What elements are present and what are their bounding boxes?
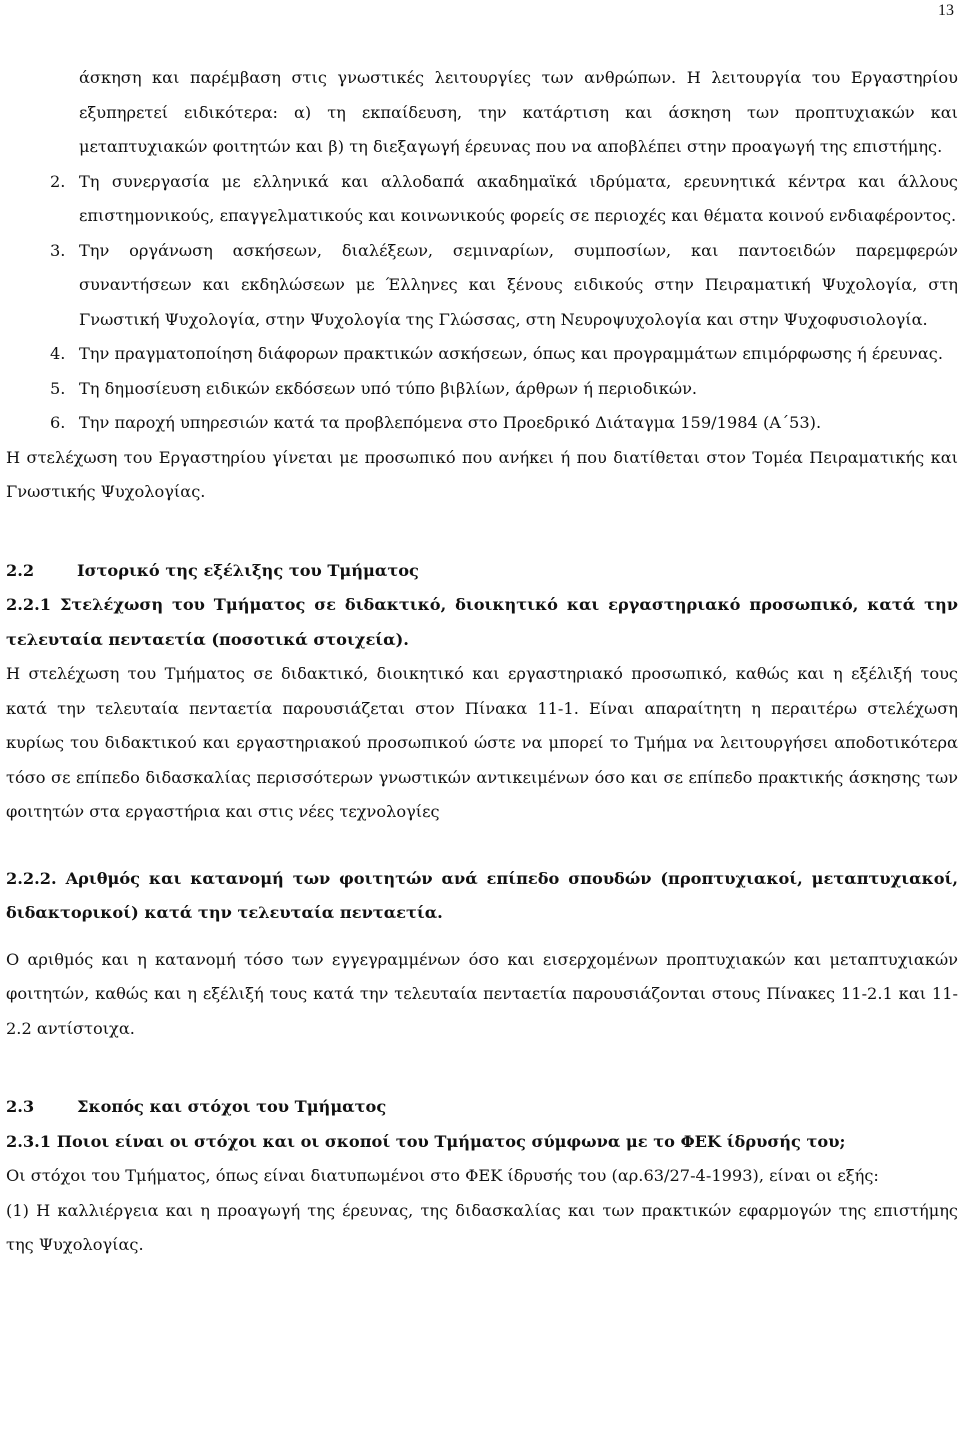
list-item (50, 337, 958, 372)
list-item-text: Την πραγματοποίηση διάφορων πρακτικών ασκήσεων, όπως και προγραμμάτων επιμόρφωσης ή έρευνας. (79, 344, 943, 363)
subsection-body-2-3-1: Οι στόχοι του Τμήματος, όπως είναι διατυπωμένοι στο ΦΕΚ ίδρυσής του (αρ.63/27-4-1993), είναι οι εξής: (6, 1166, 879, 1185)
subsection-body-2-2-1: Η στελέχωση του Τμήματος σε διδακτικό, διοικητικό και εργαστηριακό προσωπικό, καθώς και η εξέλιξή τους κατά την τελευταία πενταετία παρουσιάζεται στον Πίνακα 11-1. Είναι απαραίτητη η περαιτέρω στελέχωση κυρίως του διδακτικού και εργαστηριακού προσωπικού ώστε να μπορεί το Τμήμα να λειτουργήσει αποδοτικότερα τόσο σε επίπεδο διδασκαλίας περισσότερων γνωστικών αντικειμένων όσο και σε επίπεδο πρακτικής άσκησης των φοιτητών στα εργαστήρια και στις νέες τεχνολογίες (6, 664, 958, 821)
list-item-number: 3. (50, 240, 66, 260)
list-item-number: 4. (50, 344, 66, 363)
subsection-body-2-3-1-item: (1) Η καλλιέργεια και η προαγωγή της έρευνας, της διδασκαλίας και των πρακτικών εφαρμογών της επιστήμης της Ψυχολογίας. (6, 1200, 958, 1254)
subsection-heading-2-3-1: 2.3.1 Ποιοι είναι οι στόχοι και οι σκοποί του Τμήματος σύμφωνα με το ΦΕΚ ίδρυσής του; (6, 1131, 846, 1151)
list-item (50, 372, 958, 407)
section-heading-2-3 (6, 1090, 958, 1125)
list-item-number: 5. (50, 378, 66, 398)
list-item-number: 6. (50, 413, 66, 432)
document-body (6, 61, 958, 1263)
subsection-body-2-2-2: Ο αριθμός και η κατανομή τόσο των εγγεγραμμένων όσο και εισερχομένων προπτυχιακών και μεταπτυχιακών φοιτητών, καθώς και η εξέλιξή τους κατά την τελευταία πενταετία παρουσιάζονται στους Πίνακες 11-2.1 και 11-2.2 αντίστοιχα. (6, 949, 958, 1038)
list-item-text: Την οργάνωση ασκήσεων, διαλέξεων, σεμιναρίων, συμποσίων, και παντοειδών παρεμφερών συναντήσεων και εκδηλώσεων με Έλληνες και ξένους ειδικούς στην Πειραματική Ψυχολογία, στη Γνωστική Ψυχολογία, στην Ψυχολογία της Γλώσσας, στη Νευροψυχολογία και στην Ψυχοφυσιολογία. (79, 240, 958, 329)
subsection-heading-2-2-2: 2.2.2. Αριθμός και κατανομή των φοιτητών ανά επίπεδο σπουδών (προπτυχιακοί, μεταπτυχιακοί, διδακτορικοί) κατά την τελευταία πενταετία. (6, 868, 958, 922)
list-item-number: 2. (50, 171, 66, 191)
section-heading-2-2 (6, 554, 958, 589)
subsection-heading-2-2-1: 2.2.1 Στελέχωση του Τμήματος σε διδακτικό, διοικητικό και εργαστηριακό προσωπικό, κατά την τελευταία πενταετία (ποσοτικά στοιχεία). (6, 595, 958, 649)
list-item (50, 234, 958, 338)
intro-paragraph: άσκηση και παρέμβαση στις γνωστικές λειτουργίες των ανθρώπων. Η λειτουργία του Εργαστηρίου εξυπηρετεί ειδικότερα: α) τη εκπαίδευση, την κατάρτιση και άσκηση των προπτυχιακών και μεταπτυχιακών φοιτητών και β) τη διεξαγωγή έρευνας που να αποβλέπει στην προαγωγή της επιστήμης. (79, 68, 958, 156)
list-item-text: Τη συνεργασία με ελληνικά και αλλοδαπά ακαδημαϊκά ιδρύματα, ερευνητικά κέντρα και άλλους επιστημονικούς, επαγγελματικούς και κοινωνικούς φορείς σε περιοχές και θέματα κοινού ενδιαφέροντος. (79, 171, 958, 225)
list-item (50, 165, 958, 234)
staffing-paragraph: Η στελέχωση του Εργαστηρίου γίνεται με προσωπικό που ανήκει ή που διατίθεται στον Τομέα Πειραματικής και Γνωστικής Ψυχολογίας. (6, 447, 958, 501)
section-title: Ιστορικό της εξέλιξης του Τμήματος (77, 560, 419, 580)
list-item (50, 406, 958, 441)
objectives-list (6, 165, 958, 441)
page-number: 13 (938, 2, 954, 19)
list-item-text: Τη δημοσίευση ειδικών εκδόσεων υπό τύπο βιβλίων, άρθρων ή περιοδικών. (79, 378, 698, 398)
list-item-text: Την παροχή υπηρεσιών κατά τα προβλεπόμενα στο Προεδρικό Διάταγμα 159/1984 (Α΄53). (79, 413, 822, 432)
section-number: 2.3 (6, 1097, 35, 1116)
section-number: 2.2 (6, 560, 35, 580)
section-title: Σκοπός και στόχοι του Τμήματος (77, 1097, 387, 1116)
